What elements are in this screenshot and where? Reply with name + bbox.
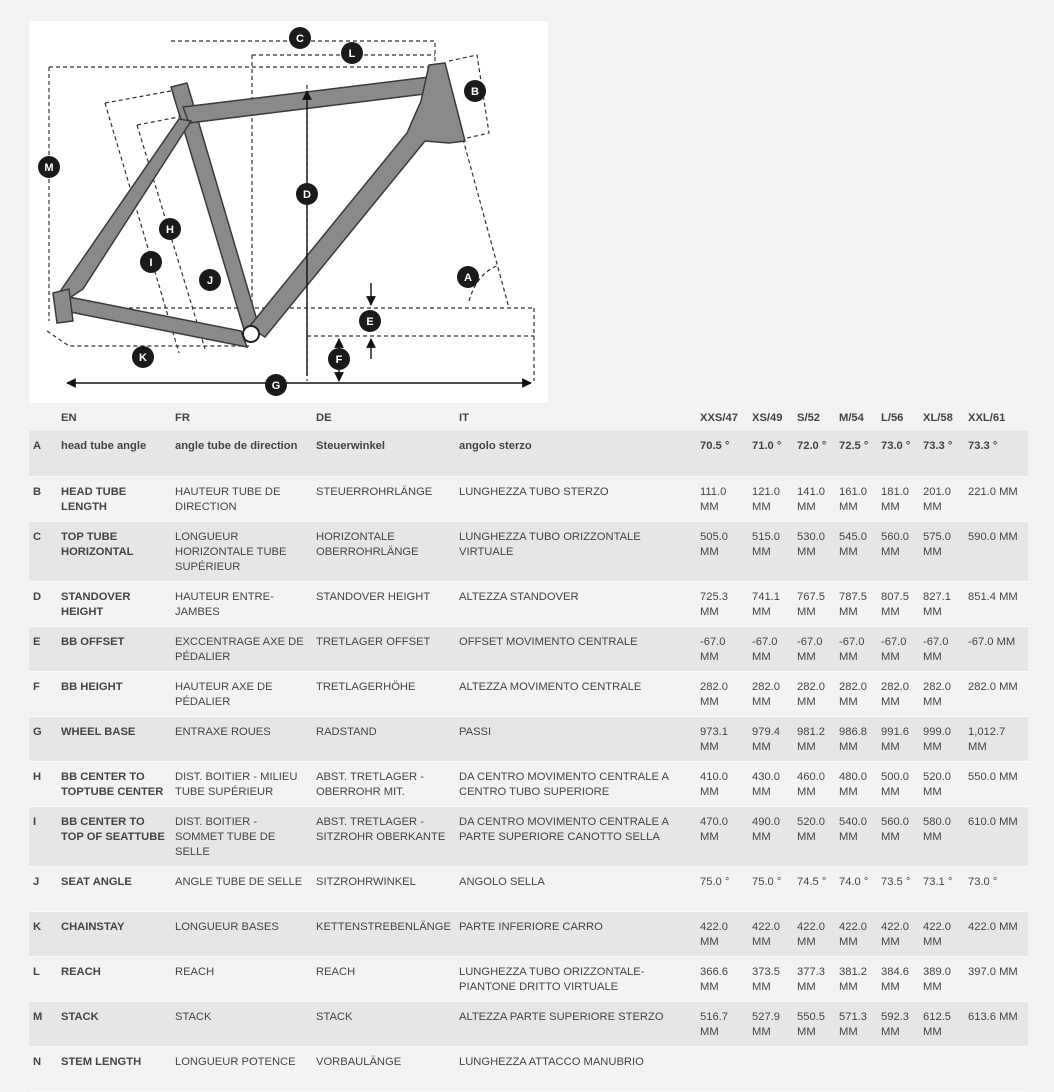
- svg-text:H: H: [166, 224, 174, 236]
- svg-text:I: I: [149, 257, 153, 269]
- cell-size-value: [964, 1046, 1028, 1091]
- svg-text:B: B: [471, 86, 479, 98]
- cell-code: F: [33, 680, 40, 693]
- label-C: [289, 27, 311, 49]
- table-row: [29, 1001, 1028, 1046]
- cell-size-value: 612.5 MM: [923, 1010, 951, 1038]
- cell-size-value: [748, 1046, 793, 1091]
- cell-it: DA CENTRO MOVIMENTO CENTRALE A CENTRO TUBO SUPERIORE: [459, 770, 669, 798]
- cell-size-value: 767.5 MM: [797, 590, 825, 618]
- cell-code: D: [33, 590, 42, 603]
- cell-size-value: 827.1 MM: [923, 590, 951, 618]
- cell-size-value: 505.0 MM: [700, 530, 728, 558]
- cell-en: WHEEL BASE: [61, 725, 136, 738]
- cell-size-value: 550.5 MM: [797, 1010, 825, 1038]
- cell-it: ALTEZZA PARTE SUPERIORE STERZO: [459, 1010, 664, 1023]
- cell-size-value: 422.0 MM: [968, 920, 1018, 933]
- cell-de: REACH: [316, 965, 356, 978]
- cell-it: angolo sterzo: [459, 440, 532, 452]
- cell-size-value: 516.7 MM: [700, 1010, 728, 1038]
- cell-size-value: 422.0 MM: [700, 920, 728, 948]
- svg-text:M: M: [44, 162, 54, 174]
- cell-fr: EXCCENTRAGE AXE DE PÉDALIER: [175, 635, 304, 663]
- cell-fr: LONGUEUR BASES: [175, 920, 279, 933]
- cell-en: BB HEIGHT: [61, 680, 123, 693]
- cell-size-value: 75.0 °: [752, 875, 782, 888]
- cell-size-value: 74.0 °: [839, 875, 869, 888]
- svg-text:K: K: [139, 352, 147, 364]
- header-size: XL/58: [923, 411, 953, 424]
- cell-size-value: -67.0 MM: [881, 635, 907, 663]
- header-fr: FR: [175, 411, 190, 424]
- cell-size-value: 74.5 °: [797, 875, 827, 888]
- cell-de: STEUERROHRLÄNGE: [316, 485, 433, 498]
- cell-size-value: 807.5 MM: [881, 590, 909, 618]
- cell-size-value: 470.0 MM: [700, 815, 728, 843]
- cell-en: TOP TUBE HORIZONTAL: [61, 530, 134, 558]
- cell-size-value: 480.0 MM: [839, 770, 867, 798]
- cell-code: K: [33, 920, 42, 933]
- cell-fr: DIST. BOITIER - MILIEU TUBE SUPÉRIEUR: [175, 770, 298, 798]
- cell-it: LUNGHEZZA TUBO ORIZZONTALE VIRTUALE: [459, 530, 641, 558]
- table-row: [29, 431, 1028, 476]
- cell-code: G: [33, 725, 42, 738]
- cell-size-value: 377.3 MM: [797, 965, 825, 993]
- cell-size-value: 73.3 °: [923, 440, 953, 452]
- frame-geometry-diagram: [29, 21, 548, 403]
- cell-size-value: 550.0 MM: [968, 770, 1018, 783]
- table-row: [29, 1046, 1028, 1091]
- cell-size-value: 161.0 MM: [839, 485, 867, 513]
- label-B: [464, 80, 486, 102]
- cell-de: TRETLAGERHÖHE: [316, 680, 416, 693]
- cell-size-value: 75.0 °: [700, 875, 730, 888]
- cell-it: ALTEZZA STANDOVER: [459, 590, 579, 603]
- table-header-row: [29, 405, 1028, 431]
- frame-tubes: [53, 63, 465, 347]
- cell-fr: HAUTEUR ENTRE-JAMBES: [175, 590, 274, 618]
- cell-size-value: 282.0 MM: [797, 680, 825, 708]
- cell-size-value: 610.0 MM: [968, 815, 1018, 828]
- cell-size-value: 560.0 MM: [881, 530, 909, 558]
- cell-size-value: 141.0 MM: [797, 485, 825, 513]
- cell-size-value: 381.2 MM: [839, 965, 867, 993]
- cell-code: M: [33, 1010, 43, 1023]
- cell-en: STANDOVER HEIGHT: [61, 590, 131, 618]
- cell-fr: HAUTEUR AXE DE PÉDALIER: [175, 680, 273, 708]
- cell-size-value: 540.0 MM: [839, 815, 867, 843]
- cell-de: KETTENSTREBENLÄNGE: [316, 920, 451, 933]
- cell-size-value: [793, 1046, 835, 1091]
- cell-size-value: 282.0 MM: [700, 680, 728, 708]
- cell-code: E: [33, 635, 41, 648]
- svg-text:G: G: [271, 380, 281, 392]
- header-size: XXS/47: [700, 411, 738, 424]
- cell-size-value: 999.0 MM: [923, 725, 951, 753]
- svg-text:E: E: [366, 316, 374, 328]
- cell-size-value: 520.0 MM: [797, 815, 825, 843]
- cell-size-value: 422.0 MM: [797, 920, 825, 948]
- cell-size-value: 282.0 MM: [752, 680, 780, 708]
- cell-en: STEM LENGTH: [61, 1055, 142, 1068]
- cell-size-value: 366.6 MM: [700, 965, 728, 993]
- table-row: [29, 866, 1028, 911]
- cell-size-value: 520.0 MM: [923, 770, 951, 798]
- cell-size-value: 725.3 MM: [700, 590, 728, 618]
- cell-size-value: [919, 1046, 964, 1091]
- cell-size-value: 460.0 MM: [797, 770, 825, 798]
- svg-text:J: J: [206, 275, 214, 287]
- cell-size-value: 571.3 MM: [839, 1010, 867, 1038]
- cell-size-value: -67.0 MM: [700, 635, 726, 663]
- cell-it: PASSI: [459, 725, 492, 738]
- cell-de: Steuerwinkel: [316, 440, 386, 452]
- cell-size-value: 221.0 MM: [968, 485, 1018, 498]
- cell-size-value: 71.0 °: [752, 440, 782, 452]
- cell-fr: ANGLE TUBE DE SELLE: [175, 875, 303, 888]
- cell-size-value: 384.6 MM: [881, 965, 909, 993]
- cell-size-value: 580.0 MM: [923, 815, 951, 843]
- cell-size-value: 373.5 MM: [752, 965, 780, 993]
- cell-size-value: 282.0 MM: [881, 680, 909, 708]
- cell-size-value: 979.4 MM: [752, 725, 780, 753]
- cell-size-value: 422.0 MM: [839, 920, 867, 948]
- cell-size-value: 422.0 MM: [923, 920, 951, 948]
- cell-code: L: [33, 965, 40, 978]
- svg-text:D: D: [303, 189, 311, 201]
- cell-en: BB CENTER TO TOP OF SEATTUBE: [61, 815, 165, 843]
- cell-code: H: [33, 770, 42, 783]
- cell-size-value: 545.0 MM: [839, 530, 867, 558]
- table-row: [29, 716, 1028, 761]
- cell-size-value: 530.0 MM: [797, 530, 825, 558]
- cell-it: ANGOLO SELLA: [459, 875, 545, 888]
- cell-size-value: 181.0 MM: [881, 485, 909, 513]
- cell-en: HEAD TUBE LENGTH: [61, 485, 127, 513]
- cell-size-value: 111.0 MM: [700, 485, 727, 513]
- label-F: [328, 348, 350, 370]
- table-row: [29, 911, 1028, 956]
- cell-size-value: 422.0 MM: [752, 920, 780, 948]
- header-size: L/56: [881, 411, 904, 424]
- cell-size-value: 973.1 MM: [700, 725, 728, 753]
- cell-de: ABST. TRETLAGER - OBERROHR MIT.: [316, 770, 424, 798]
- cell-de: TRETLAGER OFFSET: [316, 635, 431, 648]
- cell-size-value: 613.6 MM: [968, 1010, 1018, 1023]
- cell-code: B: [33, 485, 42, 498]
- table-row: [29, 626, 1028, 671]
- cell-it: PARTE INFERIORE CARRO: [459, 920, 603, 933]
- cell-de: ABST. TRETLAGER - SITZROHR OBERKANTE: [316, 815, 446, 843]
- cell-size-value: -67.0 MM: [752, 635, 778, 663]
- cell-size-value: 1,012.7 MM: [968, 725, 1006, 753]
- cell-fr: HAUTEUR TUBE DE DIRECTION: [175, 485, 281, 513]
- cell-en: STACK: [61, 1010, 99, 1023]
- geometry-table: [29, 405, 1028, 1092]
- cell-size-value: 991.6 MM: [881, 725, 909, 753]
- cell-de: STACK: [316, 1010, 353, 1023]
- cell-size-value: -67.0 MM: [968, 635, 1016, 648]
- cell-size-value: -67.0 MM: [839, 635, 865, 663]
- label-K: [132, 346, 154, 368]
- cell-size-value: 73.1 °: [923, 875, 953, 888]
- table-row: [29, 761, 1028, 806]
- label-L: [341, 42, 363, 64]
- cell-de: HORIZONTALE OBERROHRLÄNGE: [316, 530, 419, 558]
- cell-size-value: 515.0 MM: [752, 530, 780, 558]
- cell-size-value: 430.0 MM: [752, 770, 780, 798]
- header-it: IT: [459, 411, 469, 424]
- cell-de: VORBAULÄNGE: [316, 1055, 402, 1068]
- cell-size-value: 389.0 MM: [923, 965, 951, 993]
- cell-fr: DIST. BOITIER - SOMMET TUBE DE SELLE: [175, 815, 276, 858]
- cell-de: STANDOVER HEIGHT: [316, 590, 431, 603]
- cell-size-value: 73.5 °: [881, 875, 911, 888]
- cell-size-value: 410.0 MM: [700, 770, 728, 798]
- cell-size-value: 282.0 MM: [923, 680, 951, 708]
- header-size: S/52: [797, 411, 821, 424]
- bike-frame-drawing: [29, 21, 548, 403]
- label-I: [140, 251, 162, 273]
- cell-de: SITZROHRWINKEL: [316, 875, 416, 888]
- cell-size-value: -67.0 MM: [923, 635, 949, 663]
- label-J: [199, 269, 221, 291]
- cell-size-value: 201.0 MM: [923, 485, 951, 513]
- label-G: [265, 374, 287, 396]
- cell-en: BB CENTER TO TOPTUBE CENTER: [61, 770, 164, 798]
- table-row: [29, 581, 1028, 626]
- svg-text:F: F: [335, 354, 343, 366]
- cell-size-value: 981.2 MM: [797, 725, 825, 753]
- cell-fr: LONGUEUR HORIZONTALE TUBE SUPÉRIEUR: [175, 530, 287, 573]
- cell-size-value: [835, 1046, 877, 1091]
- cell-code: I: [33, 815, 37, 828]
- label-E: [359, 310, 381, 332]
- cell-fr: LONGUEUR POTENCE: [175, 1055, 296, 1068]
- header-size: M/54: [839, 411, 864, 424]
- label-A: [457, 266, 479, 288]
- cell-size-value: [877, 1046, 919, 1091]
- cell-size-value: 787.5 MM: [839, 590, 867, 618]
- cell-size-value: [696, 1046, 748, 1091]
- cell-size-value: -67.0 MM: [797, 635, 823, 663]
- cell-en: REACH: [61, 965, 101, 978]
- cell-size-value: 73.3 °: [968, 440, 998, 452]
- label-H: [159, 218, 181, 240]
- header-en: EN: [61, 411, 77, 424]
- cell-size-value: 72.0 °: [797, 440, 827, 452]
- table-row: [29, 476, 1028, 521]
- cell-size-value: 72.5 °: [839, 440, 869, 452]
- cell-size-value: 490.0 MM: [752, 815, 780, 843]
- cell-size-value: 851.4 MM: [968, 590, 1018, 603]
- header-size: XS/49: [752, 411, 783, 424]
- label-D: [296, 183, 318, 205]
- cell-it: ALTEZZA MOVIMENTO CENTRALE: [459, 680, 642, 693]
- cell-size-value: 592.3 MM: [881, 1010, 909, 1038]
- svg-text:L: L: [348, 48, 356, 60]
- svg-text:A: A: [464, 272, 472, 284]
- cell-size-value: 73.0 °: [968, 875, 998, 888]
- cell-size-value: 575.0 MM: [923, 530, 951, 558]
- cell-code: C: [33, 530, 42, 543]
- cell-code: N: [33, 1055, 42, 1068]
- cell-it: LUNGHEZZA TUBO STERZO: [459, 485, 609, 498]
- cell-fr: angle tube de direction: [175, 440, 298, 452]
- cell-size-value: 70.5 °: [700, 440, 730, 452]
- header-de: DE: [316, 411, 332, 424]
- cell-fr: STACK: [175, 1010, 212, 1023]
- cell-size-value: 527.9 MM: [752, 1010, 780, 1038]
- cell-it: DA CENTRO MOVIMENTO CENTRALE A PARTE SUPERIORE CANOTTO SELLA: [459, 815, 669, 843]
- cell-de: RADSTAND: [316, 725, 377, 738]
- cell-size-value: 73.0 °: [881, 440, 911, 452]
- cell-fr: ENTRAXE ROUES: [175, 725, 271, 738]
- cell-size-value: 121.0 MM: [752, 485, 780, 513]
- cell-it: LUNGHEZZA ATTACCO MANUBRIO: [459, 1055, 644, 1068]
- table-row: [29, 806, 1028, 866]
- header-code: [29, 405, 57, 431]
- cell-size-value: 986.8 MM: [839, 725, 867, 753]
- table-row: [29, 521, 1028, 581]
- cell-size-value: 500.0 MM: [881, 770, 909, 798]
- cell-fr: REACH: [175, 965, 215, 978]
- cell-size-value: 560.0 MM: [881, 815, 909, 843]
- header-size: XXL/61: [968, 411, 1006, 424]
- cell-size-value: 741.1 MM: [752, 590, 780, 618]
- table-row: [29, 956, 1028, 1001]
- cell-size-value: 422.0 MM: [881, 920, 909, 948]
- bottom-bracket: [243, 326, 259, 342]
- cell-en: head tube angle: [61, 440, 147, 452]
- cell-size-value: 590.0 MM: [968, 530, 1018, 543]
- cell-size-value: 282.0 MM: [839, 680, 867, 708]
- cell-it: OFFSET MOVIMENTO CENTRALE: [459, 635, 638, 648]
- cell-code: J: [33, 875, 40, 888]
- table-row: [29, 671, 1028, 716]
- cell-en: SEAT ANGLE: [61, 875, 132, 888]
- cell-en: BB OFFSET: [61, 635, 125, 648]
- label-M: [38, 156, 60, 178]
- cell-size-value: 397.0 MM: [968, 965, 1018, 978]
- cell-size-value: 282.0 MM: [968, 680, 1018, 693]
- cell-it: LUNGHEZZA TUBO ORIZZONTALE-PIANTONE DRITTO VIRTUALE: [459, 965, 645, 993]
- svg-text:C: C: [296, 33, 304, 45]
- cell-en: CHAINSTAY: [61, 920, 125, 933]
- cell-code: A: [33, 440, 42, 452]
